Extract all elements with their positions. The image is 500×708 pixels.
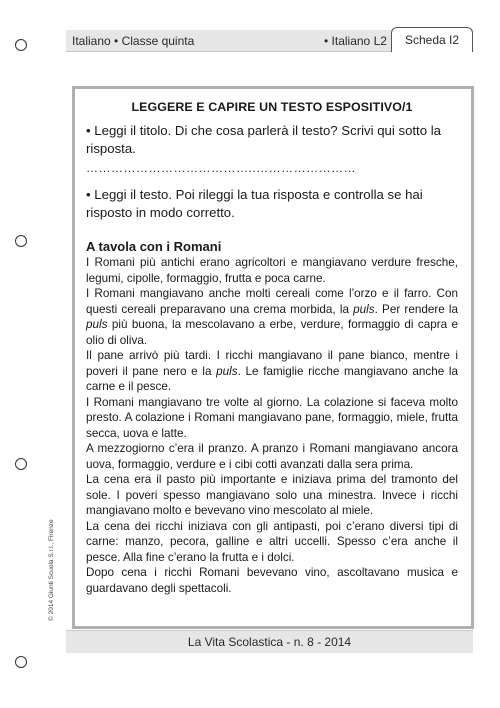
- reading-paragraph: Dopo cena i ricchi Romani bevevano vino, ascoltavano musica e guardavano degli spettacoli.: [86, 566, 458, 595]
- binder-hole-lower: [15, 458, 27, 470]
- italic-term: puls: [86, 318, 108, 331]
- binder-hole-top: [15, 39, 27, 51]
- reading-paragraph: I Romani mangiavano tre volte al giorno. La colazione si faceva molto presto. A colazione i Romani mangiavano pane, formaggio, miele, frutta secca, uova e latte.: [86, 395, 458, 440]
- page-footer: La Vita Scolastica - n. 8 - 2014: [66, 630, 473, 653]
- reading-paragraph: A mezzogiorno c’era il pranzo. A pranzo i Romani mangiavano ancora uova, formaggio, verdure e i cibi cotti avanzati dalla sera prima.: [86, 442, 458, 471]
- italic-term: puls: [216, 364, 238, 378]
- header-subject: Italiano • Classe quinta: [72, 34, 195, 48]
- sheet-tab: Scheda I2: [391, 27, 473, 52]
- reading-paragraph: Il pane arrivò più tardi. I ricchi mangiavano il pane bianco, mentre i poveri il pane nero e la puls. Le famiglie ricche mangiavano anche la carne e il pesce.: [86, 349, 458, 393]
- reading-paragraph: La cena dei ricchi iniziava con gli antipasti, poi c’erano diversi tipi di carne: manzo, pecora, galline e altri uccelli. Spesso c’era anche il pesce. Alla fine c’erano la frutta e i dolci.: [86, 519, 458, 564]
- instruction-1: • Leggi il titolo. Di che cosa parlerà il testo? Scrivi qui sotto la risposta.: [86, 123, 441, 156]
- header-section: • Italiano L2: [324, 34, 387, 48]
- page-header: [66, 30, 473, 52]
- reading-paragraph: I Romani più antichi erano agricoltori e mangiavano verdure fresche, legumi, cipolle, formaggio, frutta e poca carne.: [86, 256, 458, 285]
- copyright-note: © 2014 Giunti Scuola S.r.l., Firenze: [48, 519, 55, 621]
- reading-body: [86, 255, 458, 596]
- reading-paragraph: I Romani mangiavano anche molti cereali come l’orzo e il farro. Con questi cereali preparavano una crema morbida, la puls. Per rendere la puls più buona, la mescolavano a erbe, verdure, formaggio di capra e olio di oliva.: [86, 287, 459, 347]
- binder-hole-upper: [15, 235, 27, 247]
- italic-term: puls: [353, 302, 375, 316]
- reading-title: A tavola con i Romani: [86, 239, 222, 254]
- document-content: [86, 93, 458, 596]
- instruction-2: • Leggi il testo. Poi rileggi la tua risposta e controlla se hai risposto in modo corretto.: [86, 187, 423, 220]
- reading-paragraph: La cena era il pasto più importante e iniziava prima del tramonto del sole. I poveri spesso mangiavano solo una minestra. Invece i ricchi mangiavano molto e bevevano vino mescolato al miele.: [86, 473, 458, 517]
- binder-hole-bottom: [15, 656, 27, 668]
- page-title: LEGGERE E CAPIRE UN TESTO ESPOSITIVO/1: [131, 100, 413, 114]
- answer-line[interactable]: …………………………………..……………………: [86, 161, 357, 175]
